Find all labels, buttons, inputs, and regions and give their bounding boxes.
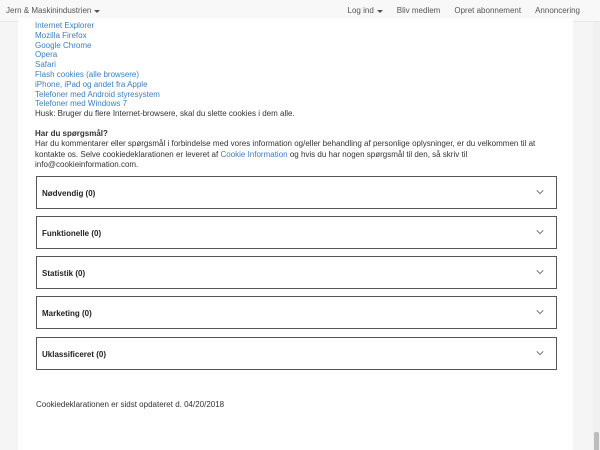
chevron-down-icon (536, 349, 544, 357)
brand-dropdown[interactable] (6, 6, 100, 15)
list-item (35, 21, 555, 31)
cookie-declaration-panel (18, 18, 573, 450)
cookie-info (35, 21, 555, 171)
question-heading: Har du spørgsmål? (35, 129, 108, 139)
category-functional[interactable] (36, 216, 557, 249)
browser-link-internet-explorer[interactable]: Internet Explorer (35, 21, 95, 30)
chevron-down-icon (536, 308, 544, 316)
subscribe-link[interactable] (454, 6, 521, 15)
vertical-scrollbar[interactable] (593, 22, 600, 450)
browser-link-opera[interactable]: Opera (35, 50, 58, 60)
category-label: Statistik (0) (42, 269, 86, 278)
browser-link-android[interactable]: Telefoner med Android styresystem (35, 89, 160, 99)
list-item (35, 99, 555, 109)
login-dropdown[interactable] (348, 6, 383, 15)
brand-label: Jern & Maskinindustrien (6, 6, 92, 15)
subscribe-label: Opret abonnement (454, 6, 522, 15)
chevron-down-icon (536, 268, 544, 276)
question-text-part-1: Har du kommentarer eller spørgsmål i forbindelse med vores information og/eller behandling af personlige oplysninger, er du velkommen til at kontakte os. Selve cookiedeklarationen er leveret af (35, 139, 536, 159)
login-label: Log ind (347, 6, 374, 15)
category-marketing[interactable] (36, 296, 557, 329)
category-necessary[interactable] (36, 176, 557, 209)
list-item (35, 50, 555, 60)
browser-link-chrome[interactable]: Google Chrome (35, 40, 92, 50)
advertising-link[interactable] (535, 6, 580, 15)
become-member-label: Bliv medlem (396, 6, 441, 15)
category-statistics[interactable] (36, 256, 557, 289)
browser-link-list (35, 21, 555, 109)
chevron-down-icon (536, 228, 544, 236)
scrollbar-thumb[interactable] (594, 432, 599, 450)
category-label: Marketing (0) (42, 309, 92, 318)
category-unclassified[interactable] (36, 337, 557, 370)
browser-link-windows-phone[interactable]: Telefoner med Windows 7 (35, 99, 128, 109)
list-item (35, 41, 555, 51)
browser-link-firefox[interactable]: Mozilla Firefox (35, 30, 87, 40)
nav-links (334, 6, 580, 15)
question-text (35, 139, 555, 171)
cookie-note: Husk: Bruger du flere Internet-browsere, skal du slette cookies i dem alle. (35, 109, 295, 119)
browser-link-flash[interactable]: Flash cookies (alle browsere) (35, 69, 140, 79)
last-updated-text: Cookiedeklarationen er sidst opdateret d. 04/20/2018 (36, 400, 225, 409)
chevron-down-icon (377, 10, 383, 13)
list-item (35, 31, 555, 41)
browser-link-apple[interactable]: iPhone, iPad og andet fra Apple (35, 79, 148, 89)
question-text-part-2: og hvis du har nogen spørgsmål til den, så skriv til info@cookieinformation.com. (35, 149, 468, 170)
cookie-information-link[interactable]: Cookie Information (220, 149, 288, 159)
category-label: Nødvendig (0) (42, 189, 96, 198)
advertising-label: Annoncering (535, 6, 580, 15)
browser-link-safari[interactable]: Safari (35, 60, 56, 70)
list-item (35, 60, 555, 70)
list-item (35, 90, 555, 100)
list-item (35, 70, 555, 80)
category-label: Funktionelle (0) (42, 229, 102, 238)
category-label: Uklassificeret (0) (42, 350, 107, 359)
become-member-link[interactable] (397, 6, 441, 15)
list-item (35, 80, 555, 90)
chevron-down-icon (94, 10, 100, 13)
chevron-down-icon (536, 188, 544, 196)
